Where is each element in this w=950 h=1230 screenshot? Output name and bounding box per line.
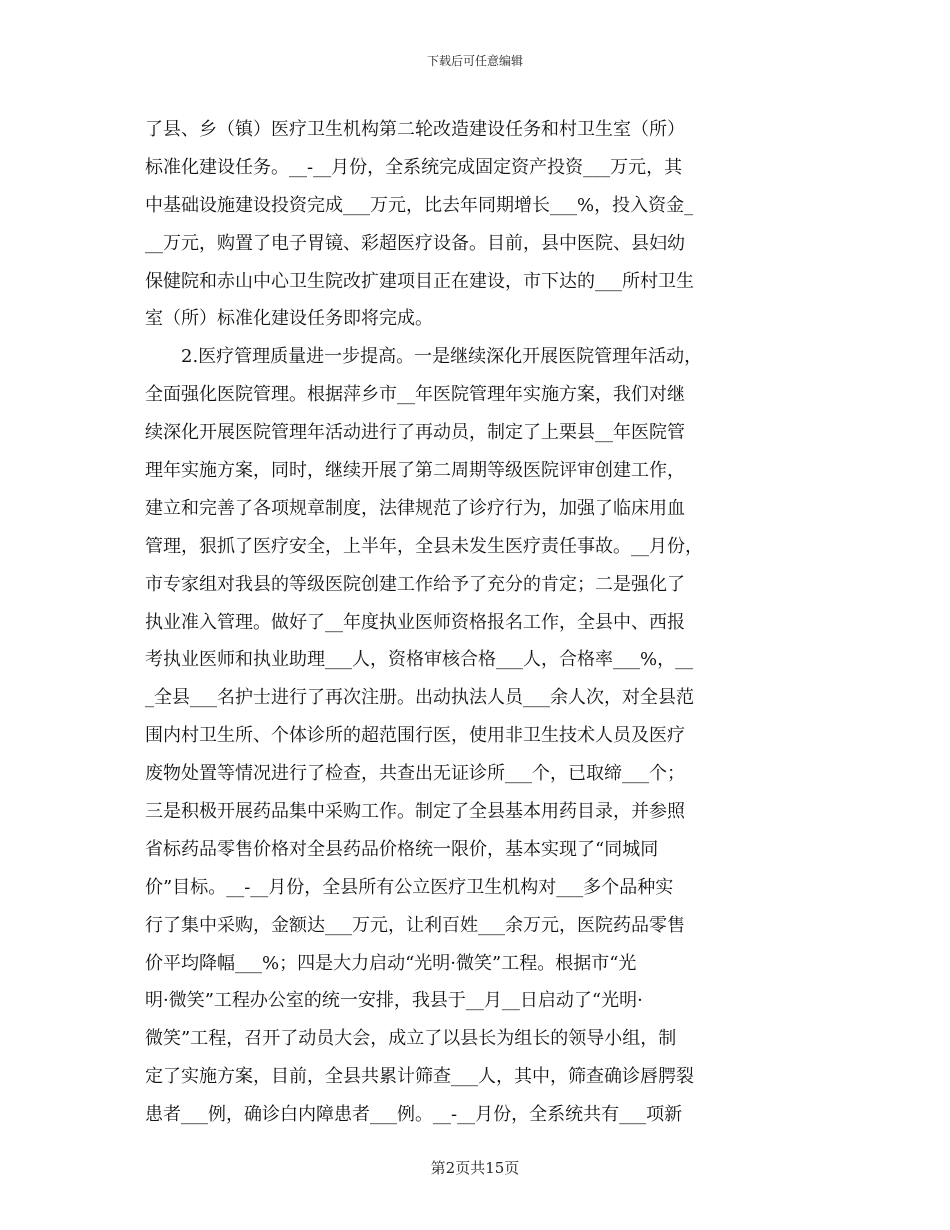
body-line: 考执业医师和执业助理___人，资格审核合格___人，合格率___%，__ [145,649,694,671]
body-line: 执业准入管理。做好了__年度执业医师资格报名工作，全县中、西报 [145,611,685,633]
body-line: 了县、乡（镇）医疗卫生机构第二轮改造建设任务和村卫生室（所） [145,119,685,140]
body-line: 中基础设施建设投资完成___万元，比去年同期增长___%，投入资金_ [145,194,694,216]
body-line: __万元，购置了电子胃镜、彩超医疗设备。目前，县中医院、县妇幼 [145,232,685,254]
body-line: 建立和完善了各项规章制度，法律规范了诊疗行为，加强了临床用血 [145,497,685,519]
body-line: 管理，狠抓了医疗安全，上半年，全县未发生医疗责任事故。__月份， [145,535,703,557]
body-line: 省标药品零售价格对全县药品价格统一限价，基本实现了“同城同 [145,838,659,860]
body-line: 理年实施方案，同时，继续开展了第二周期等级医院评审创建工作， [145,460,685,482]
page-header-note: 下载后可任意编辑 [426,54,523,68]
body-line: 行了集中采购，金额达___万元，让利百姓___余万元，医院药品零售 [145,914,685,936]
body-line: 室（所）标准化建设任务即将完成。 [145,308,433,330]
body-line: 定了实施方案，目前，全县共累计筛查___人，其中，筛查确诊唇腭裂 [145,1066,694,1088]
document-body [145,111,810,1134]
body-line: 围内村卫生所、个体诊所的超范围行医，使用非卫生技术人员及医疗 [145,725,685,747]
body-line: 标准化建设任务。__-__月份，全系统完成固定资产投资___万元，其 [145,156,683,178]
page-number: 第2页共15页 [430,1159,520,1177]
body-line: 微笑”工程，召开了动员大会，成立了以县长为组长的领导小组，制 [145,1028,677,1050]
body-line: 三是积极开展药品集中采购工作。制定了全县基本用药目录，并参照 [145,801,685,823]
body-line: 废物处置等情况进行了检查，共查出无证诊所___个，已取缔___个； [145,763,685,785]
body-line: 续深化开展医院管理年活动进行了再动员，制定了上栗县__年医院管 [145,422,685,444]
body-line: _全县___名护士进行了再次注册。出动执法人员___余人次，对全县范 [145,687,694,709]
body-line: 全面强化医院管理。根据萍乡市__年医院管理年实施方案，我们对继 [145,384,685,406]
body-line: 患者___例，确诊白内障患者___例。__-__月份，全系统共有___项新 [145,1104,683,1126]
body-line: 2.医疗管理质量进一步提高。一是继续深化开展医院管理年活动， [145,346,703,368]
body-line: 保健院和赤山中心卫生院改扩建项目正在建设，市下达的___所村卫生 [145,270,694,292]
body-line: 价平均降幅___%；四是大力启动“光明·微笑”工程。根据市“光 [145,952,637,974]
body-line: 价”目标。__-__月份，全县所有公立医疗卫生机构对___多个品种实 [145,876,674,898]
body-line: 明·微笑”工程办公室的统一安排，我县于__月__日启动了“光明· [145,990,643,1012]
body-line: 市专家组对我县的等级医院创建工作给予了充分的肯定；二是强化了 [145,573,685,595]
